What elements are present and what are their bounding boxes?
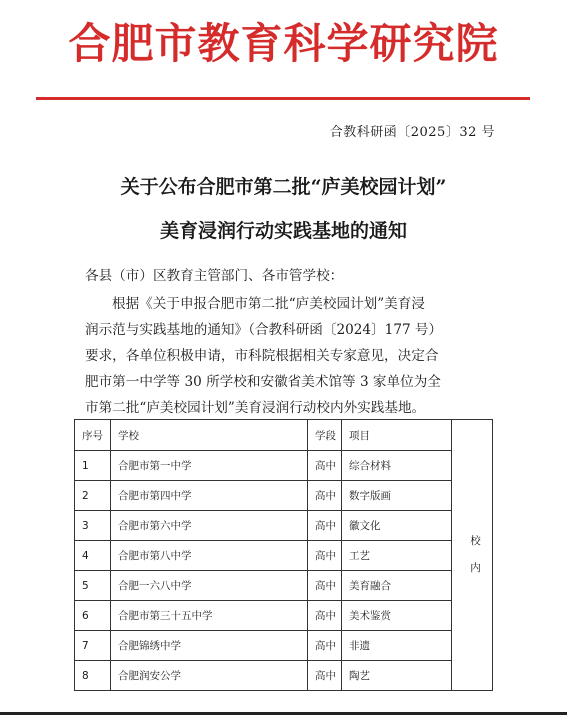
header-cell-project: 项目 xyxy=(342,420,452,451)
cell-project: 工艺 xyxy=(342,541,452,571)
cell-stage: 高中 xyxy=(308,631,342,661)
body-line: 市第二批“庐美校园计划”美育浸润行动校内外实践基地。 xyxy=(85,400,426,416)
table-header-row xyxy=(75,420,493,451)
cell-stage: 高中 xyxy=(308,571,342,601)
table-row xyxy=(75,601,493,631)
table-row xyxy=(75,571,493,601)
cell-project: 陶艺 xyxy=(342,661,452,691)
cell-project: 数字版画 xyxy=(342,481,452,511)
body-line: 根据《关于申报合肥市第二批“庐美校园计划”美育浸 xyxy=(112,296,425,312)
cell-project: 美育融合 xyxy=(342,571,452,601)
cell-stage: 高中 xyxy=(308,541,342,571)
header-cell-school: 学校 xyxy=(111,420,308,451)
cell-stage: 高中 xyxy=(308,451,342,481)
cell-project: 徽文化 xyxy=(342,511,452,541)
org-name-header: 合肥市教育科学研究院 xyxy=(68,19,499,68)
cell-school: 合肥市第四中学 xyxy=(111,481,308,511)
cell-stage: 高中 xyxy=(308,601,342,631)
salutation: 各县（市）区教育主管部门、各市管学校： xyxy=(85,268,344,284)
cell-project: 综合材料 xyxy=(342,451,452,481)
cell-school: 合肥市第六中学 xyxy=(111,511,308,541)
cell-project: 美术鉴赏 xyxy=(342,601,452,631)
document-title-line1: 关于公布合肥市第二批“庐美校园计划” xyxy=(120,176,447,198)
cell-no: 6 xyxy=(75,601,111,631)
cell-no: 5 xyxy=(75,571,111,601)
scope-cell xyxy=(452,420,493,691)
cell-stage: 高中 xyxy=(308,481,342,511)
table-row xyxy=(75,631,493,661)
document-number: 合教科研函〔2025〕32 号 xyxy=(329,125,495,140)
cell-stage: 高中 xyxy=(308,511,342,541)
cell-no: 3 xyxy=(75,511,111,541)
table-row xyxy=(75,661,493,691)
cell-school: 合肥锦绣中学 xyxy=(111,631,308,661)
table-row xyxy=(75,481,493,511)
cell-no: 7 xyxy=(75,631,111,661)
cell-school: 合肥润安公学 xyxy=(111,661,308,691)
cell-school: 合肥市第三十五中学 xyxy=(111,601,308,631)
table-row xyxy=(75,541,493,571)
cell-stage: 高中 xyxy=(308,661,342,691)
cell-no: 1 xyxy=(75,451,111,481)
body-line: 肥市第一中学等 30 所学校和安徽省美术馆等 3 家单位为全 xyxy=(85,374,441,390)
scope-label: 校 内 xyxy=(470,535,481,574)
cell-school: 合肥市第一中学 xyxy=(111,451,308,481)
cell-school: 合肥市第八中学 xyxy=(111,541,308,571)
cell-project: 非遗 xyxy=(342,631,452,661)
cell-school: 合肥一六八中学 xyxy=(111,571,308,601)
table-row xyxy=(75,451,493,481)
body-paragraph xyxy=(85,291,500,421)
header-cell-no: 序号 xyxy=(75,420,111,451)
table-row xyxy=(75,511,493,541)
header-cell-stage: 学段 xyxy=(308,420,342,451)
cell-no: 2 xyxy=(75,481,111,511)
body-line: 要求，各单位积极申请，市科院根据相关专家意见，决定合 xyxy=(85,348,439,364)
red-divider xyxy=(36,97,530,100)
cell-no: 8 xyxy=(75,661,111,691)
document-title-line2: 美育浸润行动实践基地的通知 xyxy=(159,220,407,242)
cell-no: 4 xyxy=(75,541,111,571)
base-list-table xyxy=(74,419,493,691)
body-line: 润示范与实践基地的通知》（合教科研函〔2024〕177 号） xyxy=(85,322,443,338)
